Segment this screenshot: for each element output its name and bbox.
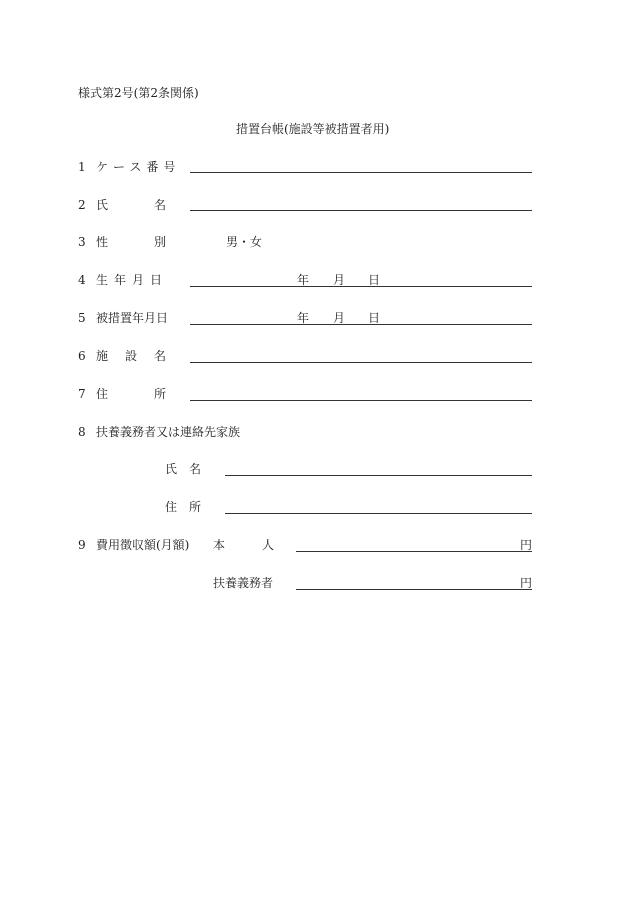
guardian-address-field[interactable] [225,513,532,514]
address-label-first: 住 [96,387,109,401]
case-number-label: ケース番号 [96,160,181,174]
facility-name-label: 施設名 [96,349,184,363]
fee-label: 費用徴収額(月額) [96,538,190,552]
birth-date-field[interactable] [190,286,532,287]
placement-date-field[interactable] [190,324,532,325]
placement-date-day: 日 [368,311,381,325]
item-5-number: 5 [78,311,86,325]
fee-self-field[interactable] [296,551,532,552]
birth-date-year: 年 [297,273,310,287]
sex-label-last: 別 [154,235,167,249]
case-number-field[interactable] [190,172,532,173]
guardian-name-field[interactable] [225,475,532,476]
name-label-last: 名 [154,198,167,212]
item-8-number: 8 [78,425,86,439]
item-3-number: 3 [78,235,86,249]
item-7-number: 7 [78,387,86,401]
name-label-first: 氏 [96,198,109,212]
guardian-address-label: 住 所 [165,500,202,514]
item-4-number: 4 [78,273,86,287]
placement-date-month: 月 [333,311,346,325]
fee-guardian-label: 扶養義務者 [213,576,274,590]
birth-date-month: 月 [333,273,346,287]
form-number: 様式第2号(第2条関係) [78,86,199,100]
placement-date-year: 年 [297,311,310,325]
fee-self-unit: 円 [520,538,533,552]
item-2-number: 2 [78,198,86,212]
address-field[interactable] [190,400,532,401]
sex-options[interactable]: 男・女 [226,235,263,249]
placement-date-label: 被措置年月日 [96,311,169,325]
fee-self-label-first: 本 [213,538,226,552]
guardian-label: 扶養義務者又は連絡先家族 [96,425,241,439]
birth-date-day: 日 [368,273,381,287]
birth-date-label-text: 生年月日 [96,273,169,287]
sex-label-first: 性 [96,235,109,249]
fee-guardian-unit: 円 [520,576,533,590]
fee-guardian-field[interactable] [296,589,532,590]
item-1-number: 1 [78,160,86,174]
facility-name-field[interactable] [190,362,532,363]
fee-self-label-last: 人 [262,538,275,552]
birth-date-label [96,273,169,287]
item-9-number: 9 [78,538,86,552]
item-6-number: 6 [78,349,86,363]
guardian-name-label: 氏 名 [165,462,202,476]
page-title: 措置台帳(施設等被措置者用) [236,122,390,136]
name-field[interactable] [190,210,532,211]
address-label-last: 所 [154,387,167,401]
